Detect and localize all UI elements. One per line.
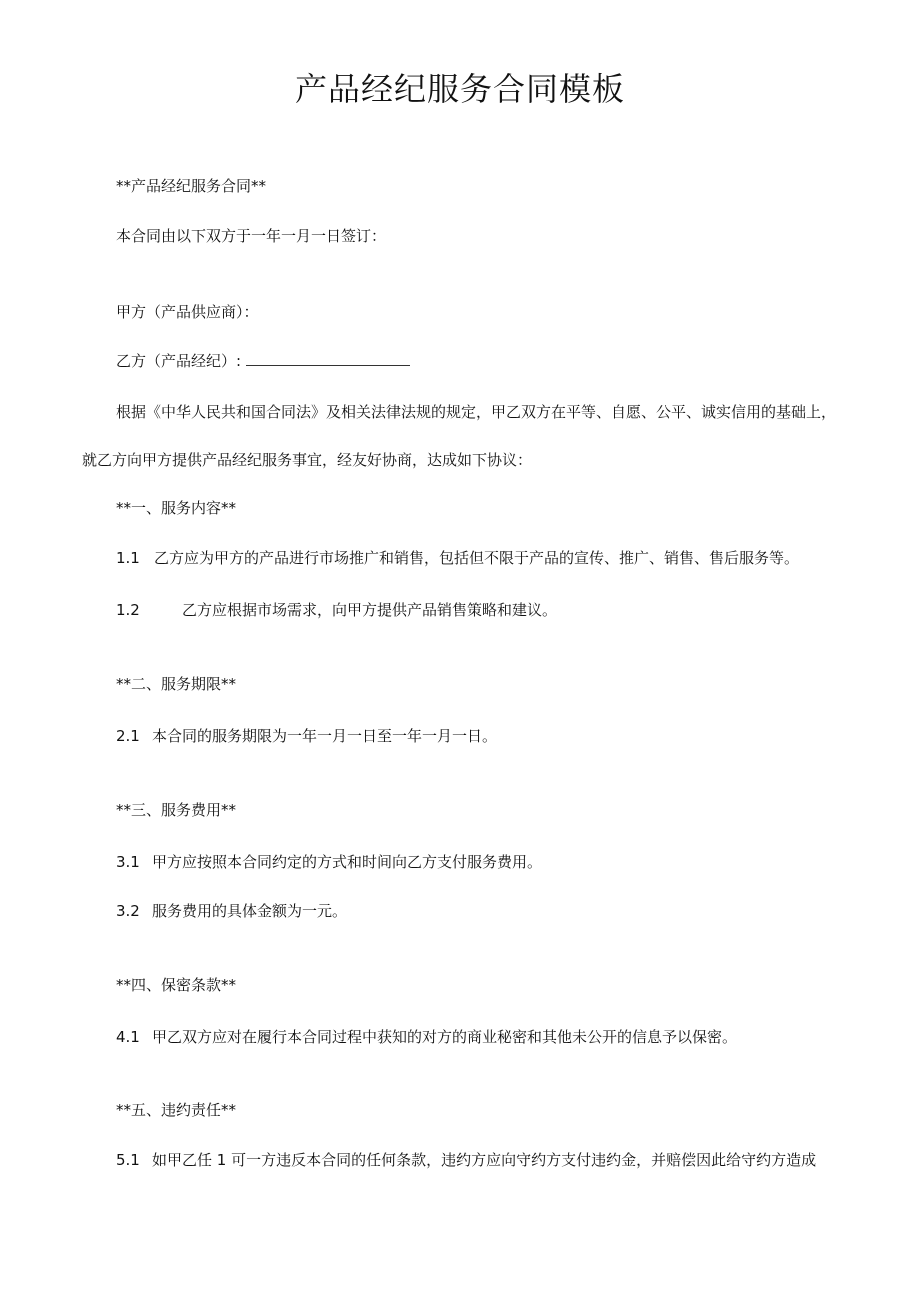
clause-number: 1.1 — [116, 549, 140, 567]
clause-text: 乙方应根据市场需求，向甲方提供产品销售策略和建议。 — [182, 601, 558, 619]
clause-text: 如甲乙任 1 可一方违反本合同的任何条款，违约方应向守约方支付违约金，并赔偿因此给守约方造成 — [152, 1151, 817, 1169]
clause-number: 4.1 — [116, 1028, 140, 1046]
clause-text: 甲方应按照本合同约定的方式和时间向乙方支付服务费用。 — [152, 853, 543, 871]
clause-1-2 — [116, 600, 557, 620]
section-2-heading: **二、服务期限** — [116, 675, 237, 693]
preamble-line-2: 就乙方向甲方提供产品经纪服务事宜，经友好协商，达成如下协议： — [82, 451, 533, 469]
clause-text: 服务费用的具体金额为一元。 — [152, 902, 348, 920]
clause-text: 乙方应为甲方的产品进行市场推广和销售，包括但不限于产品的宣传、推广、销售、售后服务等。 — [154, 549, 800, 567]
clause-number: 3.2 — [116, 902, 140, 920]
clause-text: 甲乙双方应对在履行本合同过程中获知的对方的商业秘密和其他未公开的信息予以保密。 — [152, 1028, 738, 1046]
clause-number: 2.1 — [116, 727, 140, 745]
party-b-line — [116, 351, 410, 371]
clause-4-1 — [116, 1027, 737, 1047]
contract-subtitle: **产品经纪服务合同** — [116, 177, 267, 195]
document-title: 产品经纪服务合同模板 — [294, 70, 625, 108]
clause-number: 1.2 — [116, 601, 140, 619]
clause-2-1 — [116, 726, 497, 746]
intro-text: 本合同由以下双方于一年一月一日签订： — [116, 227, 387, 245]
party-b-blank — [246, 353, 410, 366]
clause-number: 3.1 — [116, 853, 140, 871]
clause-5-1 — [116, 1150, 816, 1170]
section-5-heading: **五、违约责任** — [116, 1101, 237, 1119]
party-a-line: 甲方（产品供应商）： — [116, 303, 259, 321]
section-4-heading: **四、保密条款** — [116, 976, 237, 994]
clause-3-1 — [116, 852, 542, 872]
clause-number: 5.1 — [116, 1151, 140, 1169]
section-1-heading: **一、服务内容** — [116, 499, 237, 517]
preamble-line-1: 根据《中华人民共和国合同法》及相关法律法规的规定，甲乙双方在平等、自愿、公平、诚实信用的基础上， — [116, 403, 837, 421]
clause-text: 本合同的服务期限为一年一月一日至一年一月一日。 — [152, 727, 498, 745]
party-b-label: 乙方（产品经纪）: — [116, 352, 242, 370]
clause-3-2 — [116, 901, 347, 921]
clause-1-1 — [116, 548, 799, 568]
section-3-heading: **三、服务费用** — [116, 801, 237, 819]
